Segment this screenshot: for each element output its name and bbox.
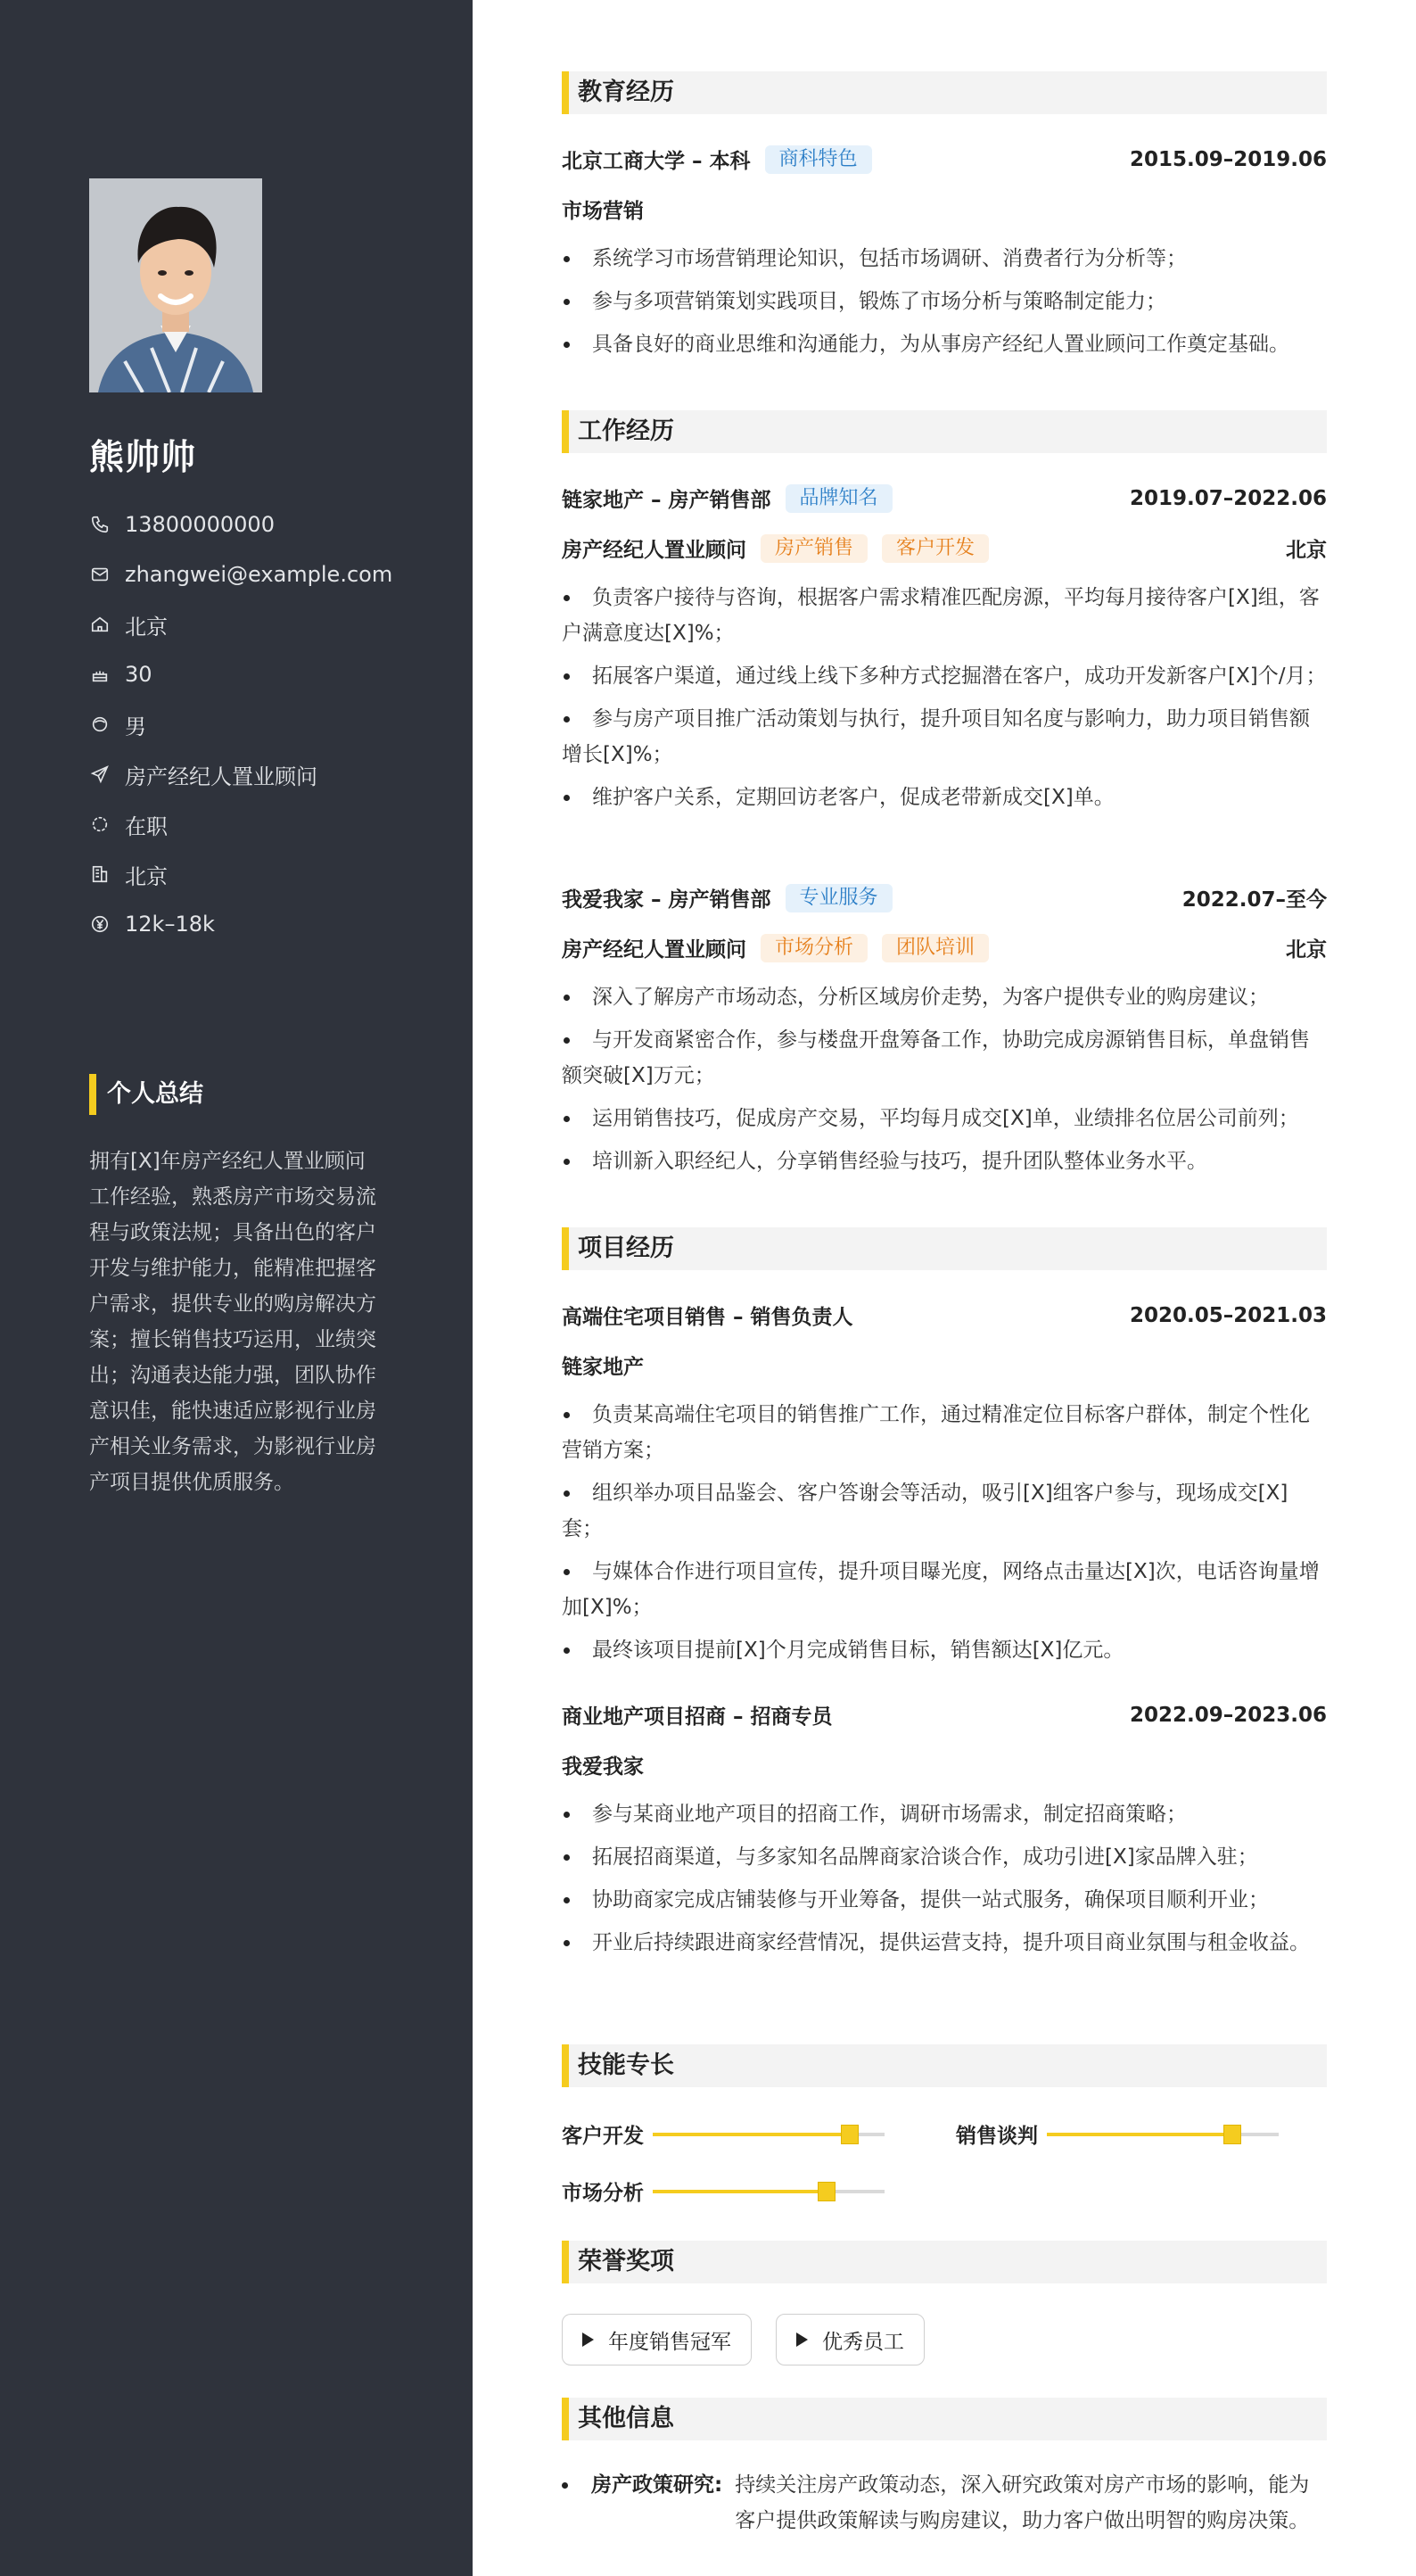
- job-2-tag-2: 团队培训: [882, 934, 989, 962]
- summary-text: 拥有[X]年房产经纪人置业顾问工作经验，熟悉房产市场交易流程与政策法规；具备出色的客户开发与维护能力，能精准把握客户需求，提供专业的购房解决方案；擅长销售技巧运用，业绩突出；沟通表达能力强，团队协作意识佳，能快速适应影视行业房产相关业务需求，为影视行业房产项目提供优质服务。: [89, 1150, 376, 1494]
- skill-bar: [653, 2133, 885, 2136]
- job-2-date: 2022.07–至今: [1181, 888, 1327, 912]
- education-school: 北京工商大学 – 本科: [562, 150, 751, 173]
- phone-text: 13800000000: [125, 512, 275, 537]
- project-1-date: 2020.05–2021.03: [1129, 1303, 1327, 1327]
- age-text: 30: [125, 662, 152, 687]
- job-2-tag-1: 市场分析: [761, 934, 868, 962]
- info-location: [89, 599, 392, 649]
- mail-icon: [89, 564, 111, 585]
- list-item: 负责客户接待与咨询，根据客户需求精准匹配房源，平均每月接待客户[X]组，客户满意度达[X]%；: [562, 580, 1327, 651]
- job-1-city: 北京: [1286, 539, 1327, 562]
- list-item: 参与多项营销策划实践项目，锻炼了市场分析与策略制定能力；: [562, 284, 1327, 319]
- award-chip: [562, 2314, 752, 2365]
- other-item: [562, 2467, 1327, 2539]
- job-intent-text: 房产经纪人置业顾问: [125, 764, 317, 789]
- project-2-date: 2022.09–2023.06: [1129, 1703, 1327, 1727]
- job-1-company-tag: 品牌知名: [786, 484, 893, 513]
- salary-text: 12k–18k: [125, 912, 215, 937]
- list-item: 拓展客户渠道，通过线上线下多种方式挖掘潜在客户，成功开发新客户[X]个/月；: [562, 658, 1327, 694]
- profile-photo: [89, 178, 262, 392]
- skill-bar-knob: [818, 2182, 836, 2201]
- skill-item: [956, 2119, 1279, 2149]
- education-header-row: [562, 144, 1327, 174]
- skill-bar: [653, 2190, 885, 2193]
- email-text: zhangwei@example.com: [125, 562, 393, 587]
- job-1-date: 2019.07–2022.06: [1129, 486, 1327, 510]
- education-major-row: [562, 194, 1327, 224]
- list-item: 参与房产项目推广活动策划与执行，提升项目知名度与影响力，助力项目销售额增长[X]%；: [562, 701, 1327, 772]
- list-item: 系统学习市场营销理论知识，包括市场调研、消费者行为分析等；: [562, 241, 1327, 277]
- skill-bar-knob: [1223, 2125, 1241, 2144]
- education-major: 市场营销: [562, 200, 644, 223]
- job-1-position-row: [562, 533, 1327, 563]
- project-2-org-row: [562, 1750, 1327, 1779]
- info-gender: [89, 699, 392, 749]
- info-age: [89, 649, 392, 699]
- info-job-intent: [89, 749, 392, 799]
- job-2-bullets: [562, 979, 1327, 1186]
- job-2-city: 北京: [1286, 938, 1327, 962]
- skill-name: 销售谈判: [956, 2125, 1038, 2148]
- gender-text: 男: [125, 714, 146, 739]
- list-item: 参与某商业地产项目的招商工作，调研市场需求，制定招商策略；: [562, 1796, 1327, 1832]
- play-icon: [796, 2332, 808, 2347]
- project-2-bullets: [562, 1796, 1327, 1968]
- job-1-tag-2: 客户开发: [882, 534, 989, 563]
- skill-name: 市场分析: [562, 2182, 644, 2205]
- list-item: 深入了解房产市场动态，分析区域房价走势，为客户提供专业的购房建议；: [562, 979, 1327, 1015]
- job-2-company: 我爱我家 – 房产销售部: [562, 888, 771, 912]
- project-2-org: 我爱我家: [562, 1755, 644, 1779]
- skill-name: 客户开发: [562, 2125, 644, 2148]
- list-item: 拓展招商渠道，与多家知名品牌商家洽谈合作，成功引进[X]家品牌入驻；: [562, 1839, 1327, 1875]
- project-2-header-row: [562, 1700, 1327, 1730]
- job-2-position: 房产经纪人置业顾问: [562, 938, 746, 962]
- job-1-header-row: [562, 483, 1327, 513]
- job-2-company-tag: 专业服务: [786, 884, 893, 912]
- job-1-bullets: [562, 580, 1327, 822]
- list-item: 最终该项目提前[X]个月完成销售目标，销售额达[X]亿元。: [562, 1632, 1327, 1668]
- skill-item: [562, 2119, 885, 2149]
- job-2-position-row: [562, 933, 1327, 962]
- section-education-title: 教育经历: [562, 71, 1327, 114]
- section-skills-title: 技能专长: [562, 2044, 1327, 2087]
- cake-icon: [89, 664, 111, 685]
- list-item: 运用销售技巧，促成房产交易，平均每月成交[X]单，业绩排名位居公司前列；: [562, 1101, 1327, 1136]
- status-icon: [89, 813, 111, 835]
- section-projects-title: 项目经历: [562, 1227, 1327, 1270]
- list-item: 培训新入职经纪人，分享销售经验与技巧，提升团队整体业务水平。: [562, 1144, 1327, 1179]
- job-1-tag-1: 房产销售: [761, 534, 868, 563]
- project-2-name: 商业地产项目招商 – 招商专员: [562, 1705, 833, 1729]
- sidebar: [0, 0, 473, 2576]
- skill-bar-fill: [1047, 2133, 1232, 2136]
- contact-info-list: [89, 500, 392, 949]
- info-target-city: [89, 849, 392, 899]
- building-icon: [89, 863, 111, 885]
- summary-title: 个人总结: [89, 1074, 203, 1115]
- section-awards-title: 荣誉奖项: [562, 2241, 1327, 2283]
- target-city-text: 北京: [125, 863, 168, 889]
- bullet-dot: [562, 2482, 568, 2489]
- info-email: [89, 549, 392, 599]
- gender-icon: [89, 714, 111, 735]
- home-icon: [89, 614, 111, 635]
- section-work-title: 工作经历: [562, 410, 1327, 453]
- job-1-company: 链家地产 – 房产销售部: [562, 489, 771, 512]
- award-label: 优秀员工: [822, 2330, 904, 2354]
- skill-bar-fill: [653, 2133, 850, 2136]
- skill-bar: [1047, 2133, 1279, 2136]
- list-item: 组织举办项目品鉴会、客户答谢会等活动，吸引[X]组客户参与，现场成交[X]套；: [562, 1475, 1327, 1547]
- award-chip: [776, 2314, 925, 2365]
- list-item: 具备良好的商业思维和沟通能力，为从事房产经纪人置业顾问工作奠定基础。: [562, 326, 1327, 362]
- education-tag: 商科特色: [765, 145, 872, 174]
- other-item-label: 房产政策研究:: [591, 2473, 723, 2497]
- info-salary: [89, 899, 392, 949]
- section-other-title: 其他信息: [562, 2398, 1327, 2440]
- candidate-name: 熊帅帅: [89, 438, 197, 478]
- education-date: 2015.09–2019.06: [1129, 147, 1327, 171]
- yen-icon: [89, 913, 111, 935]
- info-phone: [89, 500, 392, 549]
- location-text: 北京: [125, 614, 168, 640]
- list-item: 与媒体合作进行项目宣传，提升项目曝光度，网络点击量达[X]次，电话咨询量增加[X]%；: [562, 1554, 1327, 1625]
- list-item: 协助商家完成店铺装修与开业筹备，提供一站式服务，确保项目顺利开业；: [562, 1882, 1327, 1918]
- phone-icon: [89, 514, 111, 535]
- skill-item: [562, 2176, 885, 2206]
- list-item: 与开发商紧密合作，参与楼盘开盘筹备工作，协助完成房源销售目标，单盘销售额突破[X]万元；: [562, 1022, 1327, 1094]
- info-status: [89, 799, 392, 849]
- send-icon: [89, 764, 111, 785]
- project-1-name: 高端住宅项目销售 – 销售负责人: [562, 1306, 853, 1329]
- project-1-header-row: [562, 1300, 1327, 1330]
- other-item-text: 持续关注房产政策动态，深入研究政策对房产市场的影响，能为客户提供政策解读与购房建议，助力客户做出明智的购房决策。: [735, 2473, 1310, 2532]
- list-item: 开业后持续跟进商家经营情况，提供运营支持，提升项目商业氛围与租金收益。: [562, 1925, 1327, 1961]
- job-2-header-row: [562, 883, 1327, 912]
- job-1-position: 房产经纪人置业顾问: [562, 539, 746, 562]
- status-text: 在职: [125, 813, 168, 839]
- play-icon: [582, 2332, 594, 2347]
- avatar-image: [89, 178, 262, 392]
- education-bullets: [562, 241, 1327, 369]
- project-1-bullets: [562, 1397, 1327, 1675]
- project-1-org-row: [562, 1350, 1327, 1380]
- list-item: 负责某高端住宅项目的销售推广工作，通过精准定位目标客户群体，制定个性化营销方案；: [562, 1397, 1327, 1468]
- skill-bar-knob: [841, 2125, 859, 2144]
- project-1-org: 链家地产: [562, 1356, 644, 1379]
- list-item: 维护客户关系，定期回访老客户，促成老带新成交[X]单。: [562, 780, 1327, 815]
- skill-bar-fill: [653, 2190, 827, 2193]
- award-label: 年度销售冠军: [608, 2330, 731, 2354]
